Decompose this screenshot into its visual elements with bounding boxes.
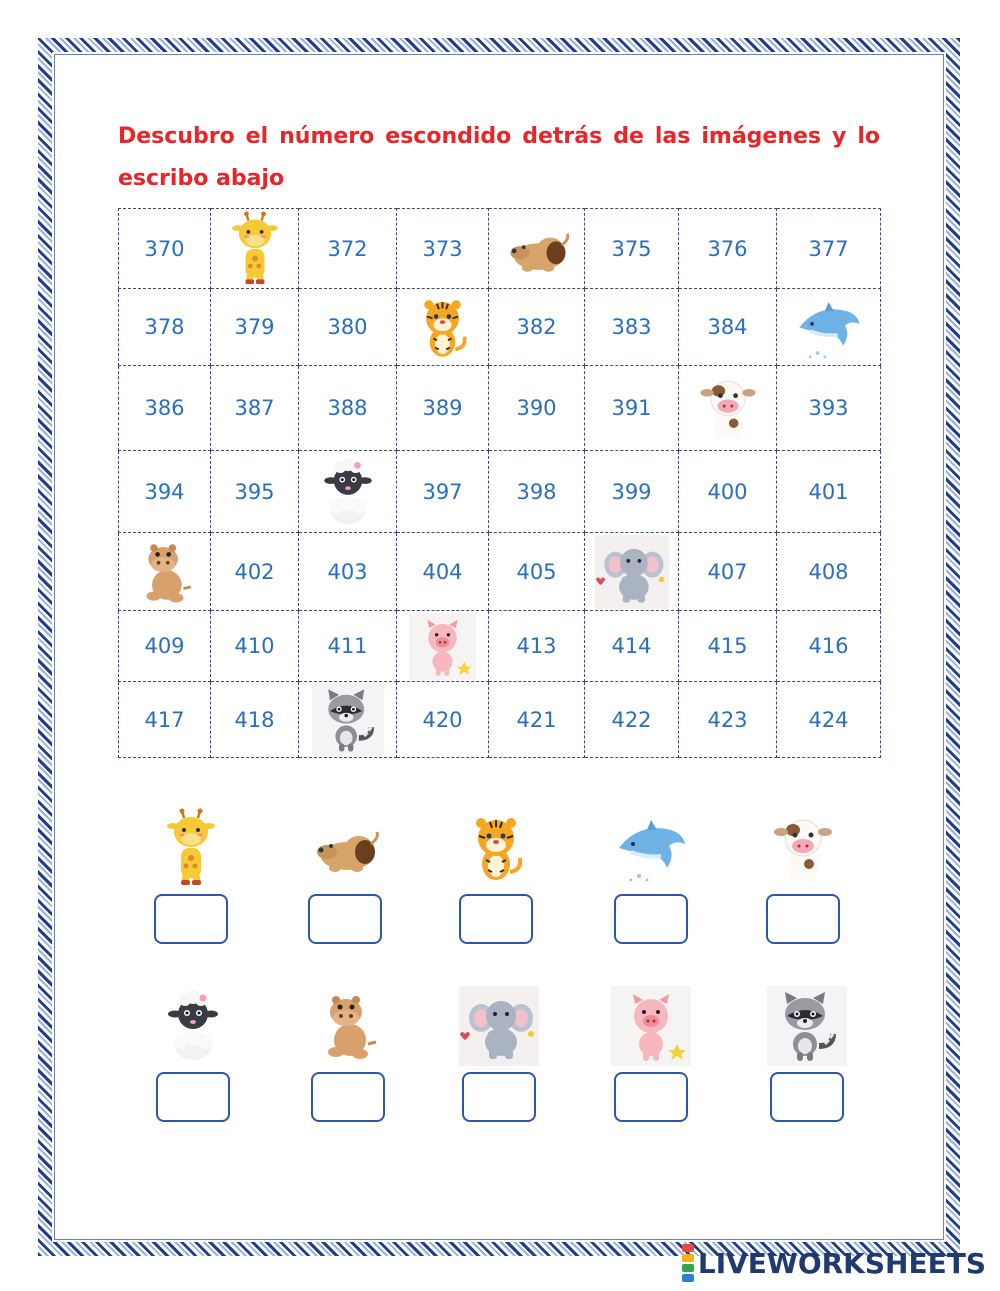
number-cell: 411 xyxy=(299,611,397,682)
logo-mark-block xyxy=(682,1254,694,1262)
answer-input[interactable] xyxy=(311,1072,385,1122)
answer-input[interactable] xyxy=(766,894,840,944)
answer-item xyxy=(596,986,706,1122)
answer-item xyxy=(748,808,858,944)
number-cell: 397 xyxy=(397,451,489,533)
number-cell: 383 xyxy=(585,289,679,366)
answer-input[interactable] xyxy=(770,1072,844,1122)
number-cell: 410 xyxy=(211,611,299,682)
number-cell: 407 xyxy=(679,533,777,611)
hippo-icon xyxy=(293,986,403,1066)
tiger-icon xyxy=(441,808,551,888)
answer-item xyxy=(444,986,554,1122)
puppy-icon xyxy=(489,211,584,287)
answer-input[interactable] xyxy=(459,894,533,944)
number-cell: 398 xyxy=(489,451,585,533)
number-cell: 422 xyxy=(585,682,679,758)
elephant-icon xyxy=(444,986,554,1066)
grid-row xyxy=(119,451,881,533)
answer-item xyxy=(441,808,551,944)
sheep-icon xyxy=(138,986,248,1066)
number-cell: 400 xyxy=(679,451,777,533)
logo-mark-block xyxy=(682,1264,694,1272)
number-cell: 373 xyxy=(397,209,489,289)
answer-input[interactable] xyxy=(154,894,228,944)
number-cell: 393 xyxy=(777,366,881,451)
number-cell: 409 xyxy=(119,611,211,682)
pig-icon xyxy=(397,613,488,680)
liveworksheets-logo xyxy=(682,1243,986,1283)
number-cell: 399 xyxy=(585,451,679,533)
number-cell: 417 xyxy=(119,682,211,758)
cow-icon xyxy=(748,808,858,888)
logo-mark-block xyxy=(682,1274,694,1282)
hidden-number-cell xyxy=(299,451,397,533)
grid-row xyxy=(119,366,881,451)
answer-input[interactable] xyxy=(614,894,688,944)
cow-icon xyxy=(679,370,776,446)
hidden-number-cell xyxy=(489,209,585,289)
number-cell: 424 xyxy=(777,682,881,758)
number-cell: 408 xyxy=(777,533,881,611)
number-cell: 390 xyxy=(489,366,585,451)
number-cell: 413 xyxy=(489,611,585,682)
answer-item xyxy=(596,808,706,944)
number-cell: 402 xyxy=(211,533,299,611)
number-cell: 418 xyxy=(211,682,299,758)
grid-row xyxy=(119,682,881,758)
answer-item xyxy=(293,986,403,1122)
number-cell: 388 xyxy=(299,366,397,451)
raccoon-icon xyxy=(299,684,396,756)
hidden-number-cell xyxy=(585,533,679,611)
hidden-number-cell xyxy=(397,289,489,366)
number-cell: 416 xyxy=(777,611,881,682)
number-cell: 382 xyxy=(489,289,585,366)
number-grid xyxy=(118,208,881,758)
tiger-icon xyxy=(397,291,488,364)
instruction-title: Descubro el número escondido detrás de las imágenes y lo escribo abajo xyxy=(118,124,880,191)
number-cell: 387 xyxy=(211,366,299,451)
number-cell: 401 xyxy=(777,451,881,533)
number-cell: 394 xyxy=(119,451,211,533)
answer-input[interactable] xyxy=(462,1072,536,1122)
number-cell: 414 xyxy=(585,611,679,682)
answer-item xyxy=(138,986,248,1122)
number-cell: 404 xyxy=(397,533,489,611)
answer-item xyxy=(752,986,862,1122)
puppy-icon xyxy=(290,808,400,888)
giraffe-icon xyxy=(211,211,298,287)
answer-input[interactable] xyxy=(156,1072,230,1122)
number-cell: 384 xyxy=(679,289,777,366)
hidden-number-cell xyxy=(211,209,299,289)
number-cell: 372 xyxy=(299,209,397,289)
hippo-icon xyxy=(119,535,210,609)
grid-row xyxy=(119,209,881,289)
hidden-number-cell xyxy=(119,533,211,611)
number-cell: 420 xyxy=(397,682,489,758)
grid-row xyxy=(119,533,881,611)
hidden-number-cell xyxy=(679,366,777,451)
pig-icon xyxy=(596,986,706,1066)
number-cell: 378 xyxy=(119,289,211,366)
logo-mark-block xyxy=(682,1244,694,1252)
hidden-number-cell xyxy=(777,289,881,366)
hidden-number-cell xyxy=(397,611,489,682)
answer-item xyxy=(136,808,246,944)
number-cell: 386 xyxy=(119,366,211,451)
number-cell: 370 xyxy=(119,209,211,289)
number-cell: 379 xyxy=(211,289,299,366)
number-cell: 389 xyxy=(397,366,489,451)
dolphin-icon xyxy=(596,808,706,888)
number-cell: 375 xyxy=(585,209,679,289)
logo-mark xyxy=(682,1243,694,1283)
giraffe-icon xyxy=(136,808,246,888)
number-cell: 403 xyxy=(299,533,397,611)
number-cell: 380 xyxy=(299,289,397,366)
number-cell: 423 xyxy=(679,682,777,758)
number-cell: 376 xyxy=(679,209,777,289)
number-cell: 405 xyxy=(489,533,585,611)
number-cell: 391 xyxy=(585,366,679,451)
answer-input[interactable] xyxy=(614,1072,688,1122)
answer-item xyxy=(290,808,400,944)
raccoon-icon xyxy=(752,986,862,1066)
hidden-number-cell xyxy=(299,682,397,758)
number-cell: 415 xyxy=(679,611,777,682)
number-cell: 421 xyxy=(489,682,585,758)
grid-row xyxy=(119,289,881,366)
dolphin-icon xyxy=(777,291,880,364)
answer-input[interactable] xyxy=(308,894,382,944)
brand-name: LIVEWORKSHEETS xyxy=(697,1246,986,1280)
number-cell: 395 xyxy=(211,451,299,533)
grid-row xyxy=(119,611,881,682)
number-cell: 377 xyxy=(777,209,881,289)
sheep-icon xyxy=(299,454,396,530)
elephant-icon xyxy=(585,535,678,609)
